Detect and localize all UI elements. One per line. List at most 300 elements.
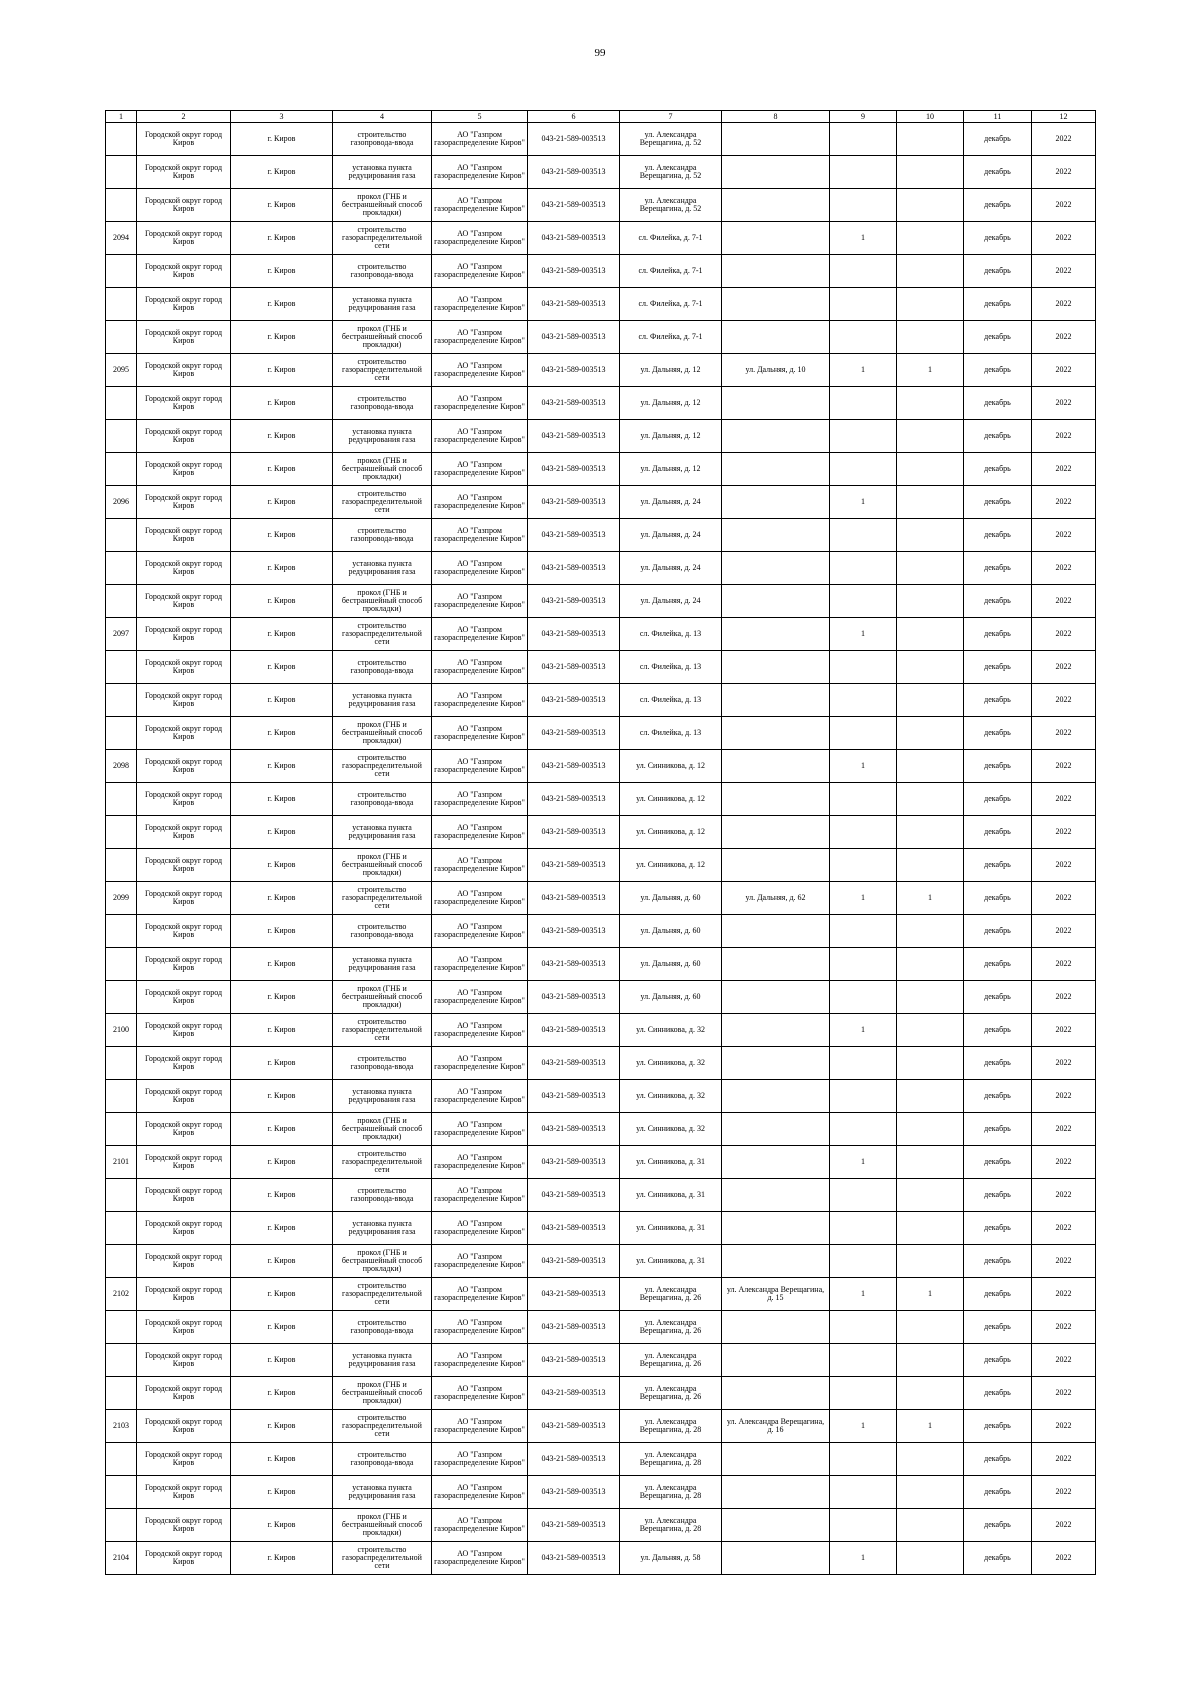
cell-text: г. Киров — [267, 894, 296, 902]
table-row — [106, 915, 1096, 948]
cell-settlement — [231, 717, 333, 750]
cell-text: Городской округ город Киров — [144, 1055, 223, 1071]
cell-text: г. Киров — [267, 1389, 296, 1397]
table-row — [106, 1542, 1096, 1575]
cell-month — [964, 1344, 1032, 1377]
cell-work-type — [333, 321, 432, 354]
cell-text: прокол (ГНБ и бестраншейный способ прокладки) — [341, 325, 423, 349]
cell-text: Городской округ город Киров — [144, 1154, 223, 1170]
cell-count-a — [830, 321, 897, 354]
cell-text: АО "Газпром газораспределение Киров" — [434, 923, 525, 939]
cell-text: АО "Газпром газораспределение Киров" — [434, 1121, 525, 1137]
cell-text: 043-21-589-003513 — [541, 1224, 606, 1232]
table-row — [106, 849, 1096, 882]
cell-text: 2022 — [1055, 1422, 1072, 1430]
cell-second-address — [722, 750, 830, 783]
cell-number — [106, 684, 137, 717]
cell-text: ул. Синникова, д. 12 — [636, 861, 705, 869]
cell-month — [964, 156, 1032, 189]
cell-registry-number — [528, 288, 620, 321]
cell-text: 043-21-589-003513 — [541, 135, 606, 143]
cell-text: декабрь — [984, 1521, 1011, 1529]
cell-municipality — [137, 1443, 231, 1476]
cell-work-type — [333, 1179, 432, 1212]
cell-settlement — [231, 1014, 333, 1047]
cell-text: сл. Филейка, д. 7-1 — [638, 300, 703, 308]
cell-month — [964, 981, 1032, 1014]
cell-text: декабрь — [984, 762, 1011, 770]
cell-settlement — [231, 1542, 333, 1575]
cell-number — [106, 1047, 137, 1080]
cell-registry-number — [528, 651, 620, 684]
table-row — [106, 948, 1096, 981]
cell-text: 1 — [861, 498, 865, 506]
cell-text: ул. Дальняя, д. 12 — [640, 399, 701, 407]
table-row — [106, 453, 1096, 486]
cell-second-address — [722, 123, 830, 156]
cell-count-a — [830, 1344, 897, 1377]
cell-text: г. Киров — [267, 1257, 296, 1265]
cell-organization — [432, 1146, 528, 1179]
cell-text: 2022 — [1055, 597, 1072, 605]
cell-registry-number — [528, 156, 620, 189]
cell-municipality — [137, 750, 231, 783]
cell-month — [964, 288, 1032, 321]
cell-number — [106, 915, 137, 948]
cell-text: декабрь — [984, 1356, 1011, 1364]
cell-count-a — [830, 915, 897, 948]
cell-registry-number — [528, 1245, 620, 1278]
table-row — [106, 1245, 1096, 1278]
cell-municipality — [137, 420, 231, 453]
cell-text: 2022 — [1055, 696, 1072, 704]
cell-text: декабрь — [984, 1257, 1011, 1265]
cell-text: АО "Газпром газораспределение Киров" — [434, 1154, 525, 1170]
cell-text: 043-21-589-003513 — [541, 795, 606, 803]
cell-text: ул. Дальняя, д. 60 — [640, 894, 701, 902]
cell-organization — [432, 156, 528, 189]
cell-second-address — [722, 783, 830, 816]
cell-month — [964, 189, 1032, 222]
cell-second-address — [722, 981, 830, 1014]
table-row — [106, 1080, 1096, 1113]
cell-settlement — [231, 1278, 333, 1311]
cell-text: строительство газопровода-ввода — [350, 1319, 414, 1335]
cell-text: г. Киров — [267, 1158, 296, 1166]
cell-month — [964, 420, 1032, 453]
cell-month — [964, 387, 1032, 420]
table-row — [106, 1344, 1096, 1377]
cell-registry-number — [528, 1047, 620, 1080]
cell-settlement — [231, 1212, 333, 1245]
cell-text: 043-21-589-003513 — [541, 399, 606, 407]
cell-year — [1032, 1179, 1096, 1212]
cell-text: АО "Газпром газораспределение Киров" — [434, 857, 525, 873]
cell-month — [964, 1377, 1032, 1410]
cell-text: АО "Газпром газораспределение Киров" — [434, 824, 525, 840]
cell-number — [106, 321, 137, 354]
cell-text: АО "Газпром газораспределение Киров" — [434, 329, 525, 345]
cell-second-address — [722, 1047, 830, 1080]
cell-year — [1032, 486, 1096, 519]
cell-year — [1032, 882, 1096, 915]
cell-second-address — [722, 849, 830, 882]
cell-count-a — [830, 882, 897, 915]
cell-text: строительство газораспределительной сети — [342, 490, 422, 514]
cell-text: 043-21-589-003513 — [541, 1059, 606, 1067]
cell-address — [620, 1410, 722, 1443]
cell-number — [106, 948, 137, 981]
cell-text: ул. Дальняя, д. 12 — [640, 366, 701, 374]
cell-address — [620, 1344, 722, 1377]
cell-text: 2022 — [1055, 1488, 1072, 1496]
cell-year — [1032, 1476, 1096, 1509]
cell-year — [1032, 1311, 1096, 1344]
cell-year — [1032, 387, 1096, 420]
cell-registry-number — [528, 684, 620, 717]
cell-organization — [432, 453, 528, 486]
cell-count-b — [897, 1014, 964, 1047]
cell-text: Городской округ город Киров — [144, 428, 223, 444]
cell-registry-number — [528, 783, 620, 816]
cell-text: сл. Филейка, д. 7-1 — [638, 234, 703, 242]
cell-second-address — [722, 1014, 830, 1047]
cell-second-address — [722, 1113, 830, 1146]
cell-text: декабрь — [984, 960, 1011, 968]
table-row — [106, 717, 1096, 750]
cell-settlement — [231, 849, 333, 882]
cell-registry-number — [528, 321, 620, 354]
cell-count-b — [897, 750, 964, 783]
cell-count-a — [830, 123, 897, 156]
cell-year — [1032, 1212, 1096, 1245]
cell-address — [620, 123, 722, 156]
cell-municipality — [137, 882, 231, 915]
cell-text: строительство газопровода-ввода — [350, 1451, 414, 1467]
cell-text: строительство газораспределительной сети — [342, 226, 422, 250]
cell-text: 1 — [861, 630, 865, 638]
cell-count-b — [897, 156, 964, 189]
cell-count-b — [897, 222, 964, 255]
cell-text: Городской округ город Киров — [144, 857, 223, 873]
cell-organization — [432, 189, 528, 222]
cell-text: г. Киров — [267, 1092, 296, 1100]
column-header: 2 — [137, 111, 231, 123]
cell-municipality — [137, 1476, 231, 1509]
cell-municipality — [137, 453, 231, 486]
cell-registry-number — [528, 849, 620, 882]
cell-settlement — [231, 981, 333, 1014]
table-row — [106, 156, 1096, 189]
cell-municipality — [137, 255, 231, 288]
table-row — [106, 222, 1096, 255]
cell-registry-number — [528, 750, 620, 783]
cell-text: 2097 — [113, 630, 129, 638]
table-row — [106, 255, 1096, 288]
cell-count-a — [830, 1278, 897, 1311]
cell-work-type — [333, 123, 432, 156]
cell-number — [106, 717, 137, 750]
cell-month — [964, 1212, 1032, 1245]
cell-text: Городской округ город Киров — [144, 1484, 223, 1500]
cell-text: 2022 — [1055, 1554, 1072, 1562]
cell-second-address — [722, 288, 830, 321]
cell-year — [1032, 915, 1096, 948]
cell-text: АО "Газпром газораспределение Киров" — [434, 560, 525, 576]
cell-work-type — [333, 420, 432, 453]
cell-second-address — [722, 1410, 830, 1443]
cell-second-address — [722, 1179, 830, 1212]
cell-count-a — [830, 1047, 897, 1080]
cell-text: установка пункта редуцирования газа — [348, 692, 416, 708]
cell-text: АО "Газпром газораспределение Киров" — [434, 527, 525, 543]
cell-address — [620, 519, 722, 552]
cell-text: 043-21-589-003513 — [541, 1092, 606, 1100]
table-row — [106, 321, 1096, 354]
cell-municipality — [137, 123, 231, 156]
cell-organization — [432, 1344, 528, 1377]
cell-text: декабрь — [984, 1158, 1011, 1166]
cell-text: Городской округ город Киров — [144, 230, 223, 246]
cell-number — [106, 123, 137, 156]
cell-text: декабрь — [984, 1422, 1011, 1430]
cell-text: строительство газораспределительной сети — [342, 1414, 422, 1438]
cell-text: 043-21-589-003513 — [541, 630, 606, 638]
column-header: 9 — [830, 111, 897, 123]
cell-work-type — [333, 255, 432, 288]
cell-text: ул. Дальняя, д. 24 — [640, 531, 701, 539]
cell-municipality — [137, 1377, 231, 1410]
cell-address — [620, 816, 722, 849]
cell-text: г. Киров — [267, 498, 296, 506]
cell-settlement — [231, 1377, 333, 1410]
cell-year — [1032, 849, 1096, 882]
cell-text: установка пункта редуцирования газа — [348, 1352, 416, 1368]
table-row — [106, 585, 1096, 618]
cell-text: ул. Синникова, д. 32 — [636, 1125, 705, 1133]
cell-text: ул. Александра Верещагина, д. 15 — [726, 1286, 825, 1302]
cell-address — [620, 387, 722, 420]
cell-count-a — [830, 651, 897, 684]
cell-municipality — [137, 519, 231, 552]
cell-text: установка пункта редуцирования газа — [348, 164, 416, 180]
table-row — [106, 1311, 1096, 1344]
cell-text: установка пункта редуцирования газа — [348, 560, 416, 576]
cell-text: АО "Газпром газораспределение Киров" — [434, 758, 525, 774]
cell-text: Городской округ город Киров — [144, 1385, 223, 1401]
cell-text: г. Киров — [267, 1422, 296, 1430]
cell-address — [620, 981, 722, 1014]
cell-number — [106, 288, 137, 321]
cell-number — [106, 849, 137, 882]
cell-organization — [432, 1542, 528, 1575]
cell-municipality — [137, 1212, 231, 1245]
cell-registry-number — [528, 1179, 620, 1212]
cell-text: декабрь — [984, 795, 1011, 803]
cell-month — [964, 717, 1032, 750]
cell-text: Городской округ город Киров — [144, 659, 223, 675]
table-row — [106, 288, 1096, 321]
cell-month — [964, 1014, 1032, 1047]
cell-registry-number — [528, 1212, 620, 1245]
cell-text: декабрь — [984, 168, 1011, 176]
cell-year — [1032, 222, 1096, 255]
cell-municipality — [137, 1542, 231, 1575]
cell-text: г. Киров — [267, 1455, 296, 1463]
cell-text: АО "Газпром газораспределение Киров" — [434, 1319, 525, 1335]
cell-text: 043-21-589-003513 — [541, 1191, 606, 1199]
cell-work-type — [333, 915, 432, 948]
cell-count-b — [897, 1410, 964, 1443]
cell-text: ул. Дальняя, д. 24 — [640, 564, 701, 572]
cell-second-address — [722, 321, 830, 354]
cell-text: 2099 — [113, 894, 129, 902]
cell-settlement — [231, 1443, 333, 1476]
cell-organization — [432, 684, 528, 717]
cell-count-a — [830, 1377, 897, 1410]
cell-work-type — [333, 1443, 432, 1476]
cell-text: декабрь — [984, 498, 1011, 506]
cell-settlement — [231, 618, 333, 651]
cell-year — [1032, 651, 1096, 684]
cell-work-type — [333, 1113, 432, 1146]
cell-text: строительство газораспределительной сети — [342, 1018, 422, 1042]
cell-year — [1032, 1344, 1096, 1377]
cell-address — [620, 222, 722, 255]
cell-second-address — [722, 156, 830, 189]
cell-number — [106, 1080, 137, 1113]
cell-registry-number — [528, 915, 620, 948]
cell-count-a — [830, 783, 897, 816]
cell-count-b — [897, 849, 964, 882]
cell-work-type — [333, 585, 432, 618]
cell-count-a — [830, 387, 897, 420]
cell-municipality — [137, 684, 231, 717]
cell-organization — [432, 486, 528, 519]
cell-municipality — [137, 717, 231, 750]
cell-text: г. Киров — [267, 597, 296, 605]
cell-registry-number — [528, 486, 620, 519]
cell-second-address — [722, 717, 830, 750]
cell-address — [620, 882, 722, 915]
cell-count-b — [897, 684, 964, 717]
cell-month — [964, 486, 1032, 519]
cell-text: 2022 — [1055, 399, 1072, 407]
cell-text: 2094 — [113, 234, 129, 242]
cell-settlement — [231, 783, 333, 816]
cell-text: строительство газопровода-ввода — [350, 1187, 414, 1203]
cell-text: декабрь — [984, 564, 1011, 572]
cell-text: АО "Газпром газораспределение Киров" — [434, 593, 525, 609]
cell-year — [1032, 783, 1096, 816]
cell-text: ул. Александра Верещагина, д. 52 — [639, 164, 702, 180]
cell-text: АО "Газпром газораспределение Киров" — [434, 989, 525, 1005]
cell-count-a — [830, 222, 897, 255]
cell-text: АО "Газпром газораспределение Киров" — [434, 956, 525, 972]
cell-address — [620, 1179, 722, 1212]
cell-count-a — [830, 453, 897, 486]
cell-organization — [432, 1179, 528, 1212]
cell-address — [620, 1509, 722, 1542]
cell-count-a — [830, 1476, 897, 1509]
cell-organization — [432, 1080, 528, 1113]
cell-text: 2022 — [1055, 861, 1072, 869]
cell-count-a — [830, 1311, 897, 1344]
cell-text: Городской округ город Киров — [144, 1022, 223, 1038]
cell-registry-number — [528, 1443, 620, 1476]
cell-second-address — [722, 255, 830, 288]
cell-settlement — [231, 1245, 333, 1278]
cell-text: Городской округ город Киров — [144, 1220, 223, 1236]
cell-text: установка пункта редуцирования газа — [348, 1088, 416, 1104]
cell-text: Городской округ город Киров — [144, 956, 223, 972]
table-row — [106, 651, 1096, 684]
cell-registry-number — [528, 1113, 620, 1146]
cell-second-address — [722, 1476, 830, 1509]
cell-number — [106, 1245, 137, 1278]
cell-text: Городской округ город Киров — [144, 1418, 223, 1434]
cell-text: ул. Дальняя, д. 24 — [640, 597, 701, 605]
cell-text: 1 — [861, 1026, 865, 1034]
cell-work-type — [333, 1377, 432, 1410]
cell-count-b — [897, 1245, 964, 1278]
column-header: 11 — [964, 111, 1032, 123]
cell-text: 043-21-589-003513 — [541, 960, 606, 968]
cell-count-a — [830, 486, 897, 519]
cell-text: декабрь — [984, 234, 1011, 242]
cell-organization — [432, 1047, 528, 1080]
cell-text: 043-21-589-003513 — [541, 1257, 606, 1265]
cell-municipality — [137, 618, 231, 651]
cell-count-b — [897, 1047, 964, 1080]
cell-year — [1032, 1278, 1096, 1311]
cell-work-type — [333, 750, 432, 783]
cell-month — [964, 1179, 1032, 1212]
cell-year — [1032, 585, 1096, 618]
cell-text: АО "Газпром газораспределение Киров" — [434, 494, 525, 510]
cell-text: АО "Газпром газораспределение Киров" — [434, 1022, 525, 1038]
cell-work-type — [333, 1146, 432, 1179]
cell-address — [620, 486, 722, 519]
cell-number — [106, 1278, 137, 1311]
cell-text: 043-21-589-003513 — [541, 1554, 606, 1562]
cell-year — [1032, 552, 1096, 585]
cell-count-b — [897, 915, 964, 948]
cell-text: ул. Дальняя, д. 12 — [640, 465, 701, 473]
cell-work-type — [333, 981, 432, 1014]
cell-text: 043-21-589-003513 — [541, 465, 606, 473]
cell-count-b — [897, 1377, 964, 1410]
cell-work-type — [333, 1014, 432, 1047]
cell-count-b — [897, 651, 964, 684]
cell-registry-number — [528, 618, 620, 651]
cell-second-address — [722, 1311, 830, 1344]
cell-text: 043-21-589-003513 — [541, 828, 606, 836]
cell-registry-number — [528, 1476, 620, 1509]
cell-organization — [432, 1212, 528, 1245]
table-row — [106, 387, 1096, 420]
cell-text: 2022 — [1055, 1521, 1072, 1529]
cell-second-address — [722, 519, 830, 552]
cell-text: 2022 — [1055, 663, 1072, 671]
cell-text: ул. Дальняя, д. 12 — [640, 432, 701, 440]
cell-organization — [432, 618, 528, 651]
cell-count-a — [830, 288, 897, 321]
cell-text: 043-21-589-003513 — [541, 861, 606, 869]
cell-settlement — [231, 321, 333, 354]
cell-text: ул. Синникова, д. 12 — [636, 762, 705, 770]
cell-work-type — [333, 816, 432, 849]
